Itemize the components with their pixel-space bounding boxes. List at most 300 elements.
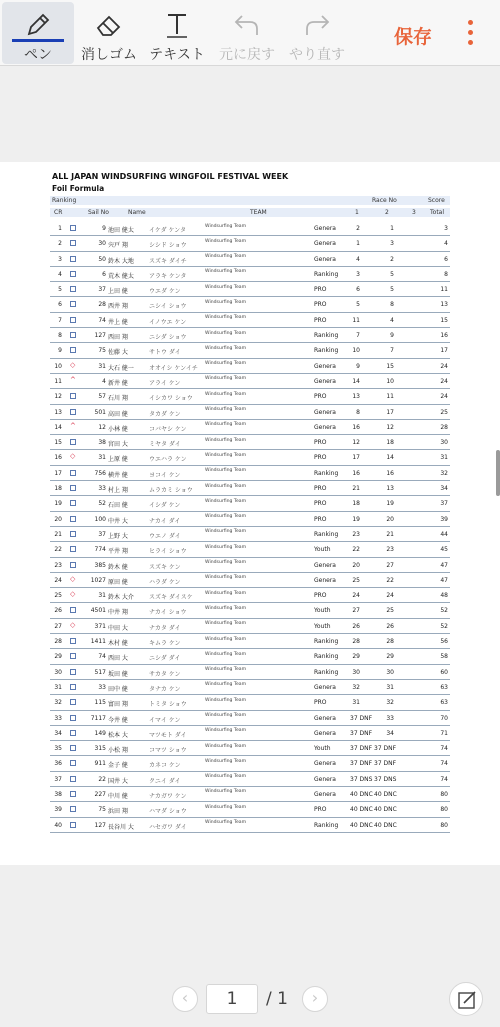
kana-cell: オオイシ ケンイチ	[149, 364, 198, 372]
col-total-header: Total	[430, 209, 445, 216]
rank-cell: 34	[54, 729, 62, 737]
table-row	[50, 297, 450, 312]
rank-up-icon: ^	[70, 421, 76, 430]
sail-no-cell: 50	[98, 255, 106, 263]
race2-cell: 4	[390, 316, 394, 324]
division-cell: Genera	[314, 561, 336, 569]
team-cell: Windsurfing Team	[205, 743, 247, 749]
team-cell: Windsurfing Team	[205, 514, 247, 520]
name-cell: 西田 翔	[108, 334, 128, 342]
checkbox-icon	[70, 699, 76, 705]
sail-no-cell: 501	[94, 408, 106, 416]
checkbox-icon	[70, 393, 76, 399]
kana-cell: ウエノ ダイ	[149, 532, 181, 540]
team-cell: Windsurfing Team	[205, 636, 247, 642]
sail-no-cell: 6	[102, 270, 106, 278]
pen-icon	[23, 10, 53, 40]
pen-label: ペン	[24, 47, 52, 63]
race2-cell: 23	[386, 546, 394, 554]
division-cell: PRO	[314, 454, 327, 462]
rank-cell: 40	[54, 821, 62, 829]
rank-cell: 5	[58, 286, 62, 294]
team-cell: Windsurfing Team	[205, 437, 247, 443]
sail-no-cell: 37	[98, 530, 106, 538]
race-no-header: Race No	[372, 197, 397, 204]
prev-page-button[interactable]	[172, 986, 198, 1012]
rank-cell: 18	[54, 485, 62, 493]
sail-no-cell: 74	[98, 653, 106, 661]
checkbox-icon	[70, 638, 76, 644]
kana-cell: ヒライ ショウ	[149, 548, 187, 556]
race2-cell: 31	[386, 683, 394, 691]
kana-cell: シシド ショウ	[149, 242, 187, 250]
col-name-header: Name	[128, 209, 146, 216]
eraser-label: 消しゴム	[81, 47, 137, 63]
rank-down-icon: ◇	[70, 620, 76, 629]
team-cell: Windsurfing Team	[205, 590, 247, 596]
rank-cell: 35	[54, 745, 62, 753]
table-row	[50, 435, 450, 450]
division-cell: Ranking	[314, 653, 339, 661]
redo-icon	[302, 10, 332, 40]
race1-cell: 16	[352, 423, 360, 431]
division-cell: Youth	[314, 745, 331, 753]
undo-icon	[232, 10, 262, 40]
team-cell: Windsurfing Team	[205, 330, 247, 336]
race2-cell: 17	[386, 408, 394, 416]
table-row	[50, 665, 450, 680]
race1-cell: 23	[352, 530, 360, 538]
race1-cell: 14	[352, 377, 360, 385]
kana-cell: トミタ ショウ	[149, 701, 187, 709]
kana-cell: イシダ ケン	[149, 502, 181, 510]
total-cell: 32	[440, 469, 448, 477]
total-cell: 52	[440, 622, 448, 630]
kana-cell: アライ ケン	[149, 379, 181, 387]
team-cell: Windsurfing Team	[205, 361, 247, 367]
division-cell: PRO	[314, 485, 327, 493]
race1-cell: 28	[352, 638, 360, 646]
sail-no-cell: 31	[98, 454, 106, 462]
ranking-header: Ranking	[52, 197, 77, 204]
table-row	[50, 787, 450, 802]
race2-cell: 15	[386, 362, 394, 370]
sail-no-cell: 756	[94, 469, 106, 477]
pen-color-indicator	[12, 39, 64, 42]
edit-document-button[interactable]	[449, 982, 483, 1016]
sail-no-cell: 30	[98, 240, 106, 248]
sail-no-cell: 4501	[90, 607, 106, 615]
division-cell: Ranking	[314, 821, 339, 829]
checkbox-icon	[70, 546, 76, 552]
sail-no-cell: 52	[98, 500, 106, 508]
rank-cell: 32	[54, 699, 62, 707]
team-cell: Windsurfing Team	[205, 452, 247, 458]
rank-cell: 14	[54, 423, 62, 431]
rank-cell: 3	[58, 255, 62, 263]
undo-label: 元に戻す	[219, 47, 275, 63]
total-cell: 15	[440, 316, 448, 324]
total-cell: 30	[440, 439, 448, 447]
race1-cell: 24	[352, 592, 360, 600]
total-cell: 31	[440, 454, 448, 462]
sail-no-cell: 517	[94, 668, 106, 676]
race2-cell: 20	[386, 515, 394, 523]
race1-cell: 11	[352, 316, 360, 324]
race1-cell: 30	[352, 668, 360, 676]
team-cell: Windsurfing Team	[205, 560, 247, 566]
sail-no-cell: 31	[98, 362, 106, 370]
division-cell: Genera	[314, 240, 336, 248]
division-cell: Genera	[314, 225, 336, 232]
race1-cell: 20	[352, 561, 360, 569]
race1-cell: 3	[356, 270, 360, 278]
kana-cell: コマツ ショウ	[149, 747, 187, 755]
rank-cell: 33	[54, 714, 62, 722]
rank-cell: 6	[58, 301, 62, 309]
division-cell: Genera	[314, 683, 336, 691]
checkbox-icon	[70, 409, 76, 415]
race2-cell: 2	[390, 255, 394, 263]
team-cell: Windsurfing Team	[205, 483, 247, 489]
rank-cell: 9	[58, 347, 62, 355]
table-row	[50, 267, 450, 282]
scroll-handle[interactable]	[496, 450, 500, 496]
team-cell: Windsurfing Team	[205, 254, 247, 260]
rank-cell: 12	[54, 393, 62, 401]
total-cell: 44	[440, 530, 448, 538]
division-cell: PRO	[314, 592, 327, 600]
race1-cell: 37 DNF	[350, 729, 373, 737]
race1-cell: 37 DNS	[350, 775, 373, 783]
chevron-left-icon: ‹	[181, 988, 189, 1007]
table-row	[50, 558, 450, 573]
division-cell: Ranking	[314, 469, 339, 477]
kana-cell: ニシイ ショウ	[149, 303, 187, 311]
team-cell: Windsurfing Team	[205, 529, 247, 535]
name-cell: 中井 翔	[108, 609, 128, 617]
eraser-icon	[94, 10, 124, 40]
table-row	[50, 711, 450, 726]
race2-cell: 24	[386, 592, 394, 600]
sail-no-cell: 75	[98, 347, 106, 355]
sail-no-cell: 33	[98, 683, 106, 691]
team-cell: Windsurfing Team	[205, 820, 247, 826]
kana-cell: ナカイ ダイ	[149, 517, 181, 525]
kana-cell: スズキ ダイチ	[149, 257, 187, 265]
race2-cell: 18	[386, 439, 394, 447]
table-row	[50, 496, 450, 511]
division-cell: Youth	[314, 622, 331, 630]
name-cell: 石田 健	[108, 502, 128, 510]
race2-cell: 40 DNC	[374, 790, 397, 798]
race2-cell: 37 DNF	[374, 760, 397, 768]
sail-no-cell: 4	[102, 377, 106, 385]
race1-cell: 29	[352, 653, 360, 661]
table-row	[50, 389, 450, 404]
race2-cell: 1	[390, 225, 394, 232]
team-cell: Windsurfing Team	[205, 697, 247, 703]
text-icon	[162, 10, 192, 40]
name-cell: 長谷川 大	[108, 823, 134, 831]
race2-cell: 5	[390, 286, 394, 294]
page-number-input[interactable]: 1	[206, 984, 258, 1014]
race2-cell: 22	[386, 576, 394, 584]
race2-cell: 26	[386, 622, 394, 630]
pen-tool-button[interactable]	[2, 2, 74, 64]
race2-cell: 3	[390, 240, 394, 248]
sail-no-cell: 385	[94, 561, 106, 569]
redo-label: やり直す	[289, 47, 345, 63]
kana-cell: ニシダ ダイ	[149, 655, 181, 663]
total-cell: 17	[440, 347, 448, 355]
kana-cell: ムラカミ ショウ	[149, 487, 193, 495]
name-cell: 鈴木 大地	[108, 257, 134, 265]
name-cell: 大石 健一	[108, 364, 134, 372]
rank-cell: 39	[54, 806, 62, 814]
name-cell: 宍戸 翔	[108, 242, 128, 250]
kana-cell: タナカ ケン	[149, 685, 181, 693]
table-row	[50, 481, 450, 496]
race2-cell: 37 DNF	[374, 745, 397, 753]
rank-cell: 13	[54, 408, 62, 416]
redo-button[interactable]	[284, 2, 350, 64]
rank-cell: 10	[54, 362, 62, 370]
kana-cell: コバヤシ ケン	[149, 425, 187, 433]
team-cell: Windsurfing Team	[205, 238, 247, 244]
division-cell: Genera	[314, 377, 336, 385]
division-cell: Ranking	[314, 270, 339, 278]
race1-cell: 37 DNF	[350, 760, 373, 768]
kana-cell: サトウ ダイ	[149, 349, 181, 357]
team-cell: Windsurfing Team	[205, 376, 247, 382]
total-cell: 58	[440, 653, 448, 661]
kana-cell: ナカタ ダイ	[149, 624, 181, 632]
checkbox-icon	[70, 607, 76, 613]
checkbox-icon	[70, 317, 76, 323]
chevron-right-icon: ›	[311, 988, 319, 1007]
race1-cell: 18	[352, 500, 360, 508]
rank-cell: 19	[54, 500, 62, 508]
name-cell: 浜田 翔	[108, 808, 128, 816]
team-cell: Windsurfing Team	[205, 651, 247, 657]
race1-cell: 25	[352, 576, 360, 584]
team-cell: Windsurfing Team	[205, 284, 247, 290]
sail-no-cell: 149	[94, 729, 106, 737]
table-row	[50, 634, 450, 649]
text-tool-button[interactable]	[144, 2, 210, 64]
division-cell: Genera	[314, 790, 336, 798]
division-cell: Ranking	[314, 638, 339, 646]
race1-cell: 10	[352, 347, 360, 355]
total-cell: 45	[440, 546, 448, 554]
team-cell: Windsurfing Team	[205, 544, 247, 550]
team-cell: Windsurfing Team	[205, 804, 247, 810]
sail-no-cell: 33	[98, 485, 106, 493]
checkbox-icon	[70, 500, 76, 506]
division-cell: PRO	[314, 806, 327, 814]
race2-cell: 29	[386, 653, 394, 661]
total-cell: 63	[440, 683, 448, 691]
total-cell: 24	[440, 362, 448, 370]
division-cell: Genera	[314, 408, 336, 416]
total-cell: 80	[440, 821, 448, 829]
table-row	[50, 588, 450, 603]
race1-cell: 37 DNF	[350, 714, 373, 722]
sail-no-cell: 22	[98, 775, 106, 783]
race2-cell: 30	[386, 668, 394, 676]
checkbox-icon	[70, 669, 76, 675]
checkbox-icon	[70, 332, 76, 338]
race1-cell: 31	[352, 699, 360, 707]
results-table	[50, 221, 450, 833]
race1-cell: 9	[356, 362, 360, 370]
kana-cell: クニイ ダイ	[149, 777, 181, 785]
table-row	[50, 695, 450, 710]
checkbox-icon	[70, 240, 76, 246]
race2-cell: 32	[386, 699, 394, 707]
race1-cell: 21	[352, 485, 360, 493]
kana-cell: サカタ ケン	[149, 670, 181, 678]
more-vertical-icon[interactable]	[462, 18, 478, 52]
checkbox-icon	[70, 745, 76, 751]
total-cell: 47	[440, 576, 448, 584]
checkbox-icon	[70, 485, 76, 491]
rank-cell: 16	[54, 454, 62, 462]
kana-cell: ウエダ ケン	[149, 288, 181, 296]
division-cell: Youth	[314, 546, 331, 554]
table-row	[50, 359, 450, 374]
total-cell: 56	[440, 638, 448, 646]
annotation-toolbar	[0, 0, 500, 66]
checkbox-icon	[70, 715, 76, 721]
division-cell: Genera	[314, 775, 336, 783]
total-cell: 74	[440, 745, 448, 753]
checkbox-icon	[70, 776, 76, 782]
name-cell: 新井 健	[108, 379, 128, 387]
name-cell: 高田 健	[108, 410, 128, 418]
save-button[interactable]: 保存	[394, 26, 433, 48]
rank-down-icon: ◇	[70, 452, 76, 461]
table-row	[50, 405, 450, 420]
race2-cell: 21	[386, 530, 394, 538]
race2-cell: 33	[386, 714, 394, 722]
name-cell: 横井 健	[108, 471, 128, 479]
kana-cell: ハマダ ショウ	[149, 808, 187, 816]
team-cell: Windsurfing Team	[205, 774, 247, 780]
division-cell: PRO	[314, 301, 327, 309]
total-cell: 4	[444, 240, 448, 248]
name-cell: 中川 健	[108, 792, 128, 800]
undo-button[interactable]	[214, 2, 280, 64]
race2-cell: 8	[390, 301, 394, 309]
col-rank-header: CR	[54, 209, 63, 216]
checkbox-icon	[70, 562, 76, 568]
race1-cell: 17	[352, 454, 360, 462]
checkbox-icon	[70, 822, 76, 828]
name-cell: 坂田 健	[108, 670, 128, 678]
total-cell: 37	[440, 500, 448, 508]
division-cell: PRO	[314, 439, 327, 447]
name-cell: 石川 翔	[108, 395, 128, 403]
total-cell: 16	[440, 332, 448, 340]
checkbox-icon	[70, 271, 76, 277]
race2-cell: 27	[386, 561, 394, 569]
race2-cell: 40 DNC	[374, 821, 397, 829]
checkbox-icon	[70, 684, 76, 690]
checkbox-icon	[70, 760, 76, 766]
rank-cell: 17	[54, 469, 62, 477]
rank-cell: 36	[54, 760, 62, 768]
total-cell: 71	[440, 729, 448, 737]
kana-cell: ハラダ ケン	[149, 578, 181, 586]
rank-cell: 2	[58, 240, 62, 248]
name-cell: 平井 翔	[108, 548, 128, 556]
sail-no-cell: 57	[98, 393, 106, 401]
division-cell: Genera	[314, 760, 336, 768]
rank-cell: 22	[54, 546, 62, 554]
checkbox-icon	[70, 439, 76, 445]
checkbox-icon	[70, 653, 76, 659]
name-cell: 富田 翔	[108, 701, 128, 709]
division-cell: PRO	[314, 286, 327, 294]
division-cell: Ranking	[314, 530, 339, 538]
race2-cell: 40 DNC	[374, 806, 397, 814]
table-row	[50, 512, 450, 527]
division-cell: Ranking	[314, 668, 339, 676]
text-label: テキスト	[149, 47, 205, 63]
team-cell: Windsurfing Team	[205, 605, 247, 611]
race1-cell: 12	[352, 439, 360, 447]
division-cell: PRO	[314, 316, 327, 324]
division-cell: PRO	[314, 393, 327, 401]
name-cell: 西田 大	[108, 655, 128, 663]
name-cell: 鈴木 大介	[108, 594, 134, 602]
sail-no-cell: 371	[94, 622, 106, 630]
sail-no-cell: 1411	[90, 638, 106, 646]
division-cell: Genera	[314, 729, 336, 737]
kana-cell: ニシダ ショウ	[149, 334, 187, 342]
col-team-header: TEAM	[250, 209, 267, 216]
division-cell: Youth	[314, 607, 331, 615]
document-title: ALL JAPAN WINDSURFING WINGFOIL FESTIVAL WEEK	[52, 172, 289, 181]
total-cell: 6	[444, 255, 448, 263]
rank-down-icon: ◇	[70, 574, 76, 583]
kana-cell: タカダ ケン	[149, 410, 181, 418]
page-navigator	[170, 980, 330, 1018]
eraser-tool-button[interactable]	[76, 2, 142, 64]
sail-no-cell: 7117	[90, 714, 106, 722]
rank-cell: 7	[58, 316, 62, 324]
name-cell: 中田 大	[108, 624, 128, 632]
name-cell: 宮田 大	[108, 441, 128, 449]
rank-up-icon: ^	[70, 375, 76, 384]
division-cell: Genera	[314, 362, 336, 370]
name-cell: 村上 翔	[108, 487, 128, 495]
race1-cell: 5	[356, 301, 360, 309]
race2-cell: 9	[390, 332, 394, 340]
kana-cell: イマイ ケン	[149, 716, 181, 724]
table-row	[50, 221, 450, 236]
rank-cell: 29	[54, 653, 62, 661]
next-page-button[interactable]	[302, 986, 328, 1012]
name-cell: 上田 健	[108, 288, 128, 296]
name-cell: 中井 大	[108, 517, 128, 525]
race1-cell: 2	[356, 225, 360, 232]
total-cell: 74	[440, 775, 448, 783]
name-cell: 佐藤 大	[108, 349, 128, 357]
kana-cell: イケダ ケンタ	[149, 227, 186, 234]
